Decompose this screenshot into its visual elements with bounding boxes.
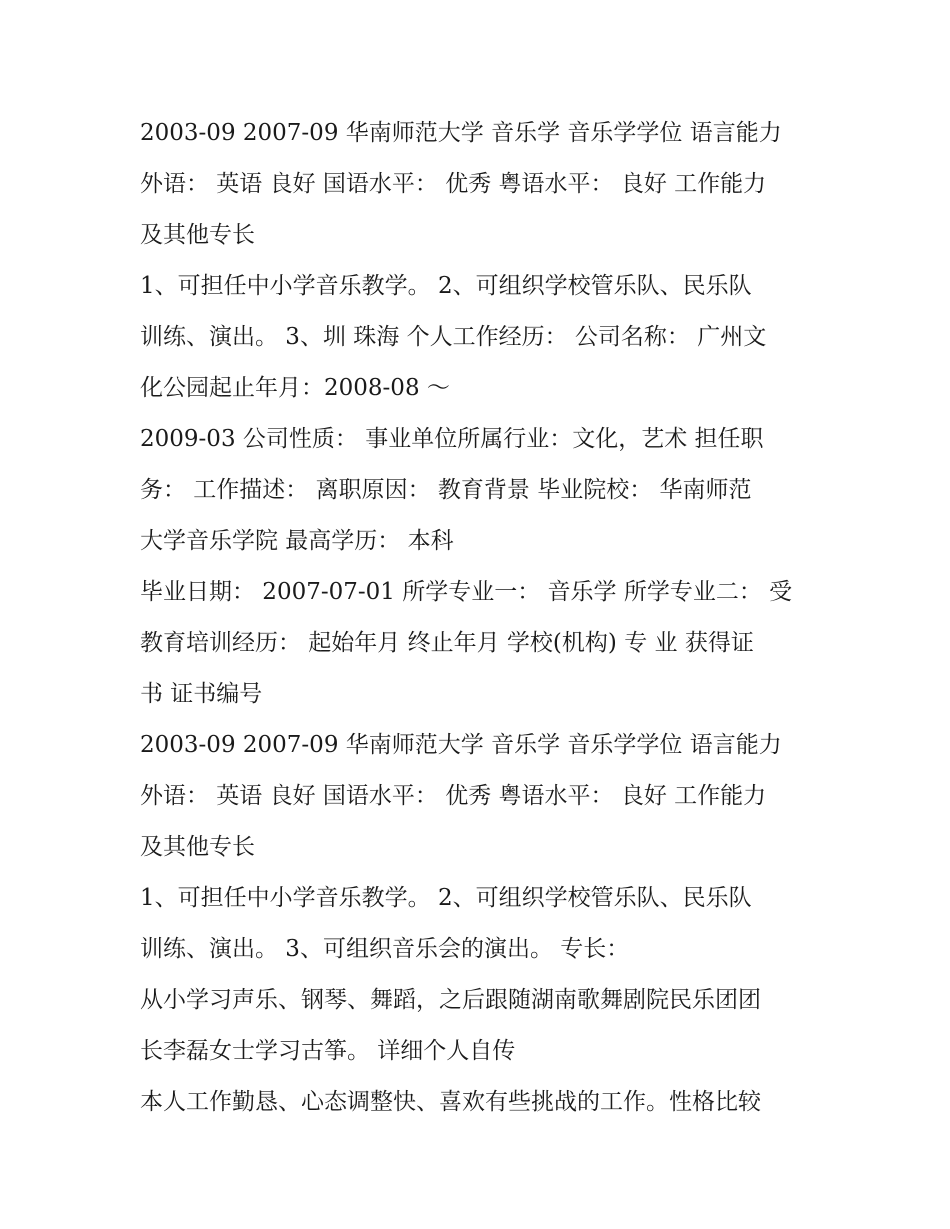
text-line: 训练、演出。 3、可组织音乐会的演出。 专长： bbox=[140, 936, 630, 962]
text-line: 及其他专长 bbox=[140, 222, 255, 248]
text-line: 及其他专长 bbox=[140, 834, 255, 860]
text-line: 毕业日期： 2007-07-01 所学专业一： 音乐学 所学专业二： 受 bbox=[140, 579, 793, 605]
text-line: 长李磊女士学习古筝。 详细个人自传 bbox=[140, 1038, 516, 1064]
text-line: 训练、演出。 3、圳 珠海 个人工作经历： 公司名称： 广州文 bbox=[140, 324, 767, 350]
text-line: 外语： 英语 良好 国语水平： 优秀 粤语水平： 良好 工作能力 bbox=[140, 171, 767, 197]
text-line: 外语： 英语 良好 国语水平： 优秀 粤语水平： 良好 工作能力 bbox=[140, 783, 767, 809]
text-line: 大学音乐学院 最高学历： 本科 bbox=[140, 528, 454, 554]
text-line: 教育培训经历： 起始年月 终止年月 学校(机构) 专 业 获得证 bbox=[140, 630, 754, 656]
text-line: 本人工作勤恳、心态调整快、喜欢有些挑战的工作。性格比较 bbox=[140, 1089, 761, 1115]
text-line: 化公园起止年月：2008-08 ～ bbox=[140, 375, 450, 401]
text-line: 2009-03 公司性质： 事业单位所属行业：文化，艺术 担任职 bbox=[140, 426, 764, 452]
text-line: 2003-09 2007-09 华南师范大学 音乐学 音乐学学位 语言能力 bbox=[140, 732, 782, 758]
text-line: 1、可担任中小学音乐教学。 2、可组织学校管乐队、民乐队 bbox=[140, 273, 752, 299]
document-text-body bbox=[140, 108, 820, 1128]
text-line: 书 证书编号 bbox=[140, 681, 263, 707]
text-line: 2003-09 2007-09 华南师范大学 音乐学 音乐学学位 语言能力 bbox=[140, 120, 782, 146]
text-line: 1、可担任中小学音乐教学。 2、可组织学校管乐队、民乐队 bbox=[140, 885, 752, 911]
text-line: 从小学习声乐、钢琴、舞蹈，之后跟随湖南歌舞剧院民乐团团 bbox=[140, 987, 761, 1013]
text-line: 务： 工作描述： 离职原因： 教育背景 毕业院校： 华南师范 bbox=[140, 477, 752, 503]
